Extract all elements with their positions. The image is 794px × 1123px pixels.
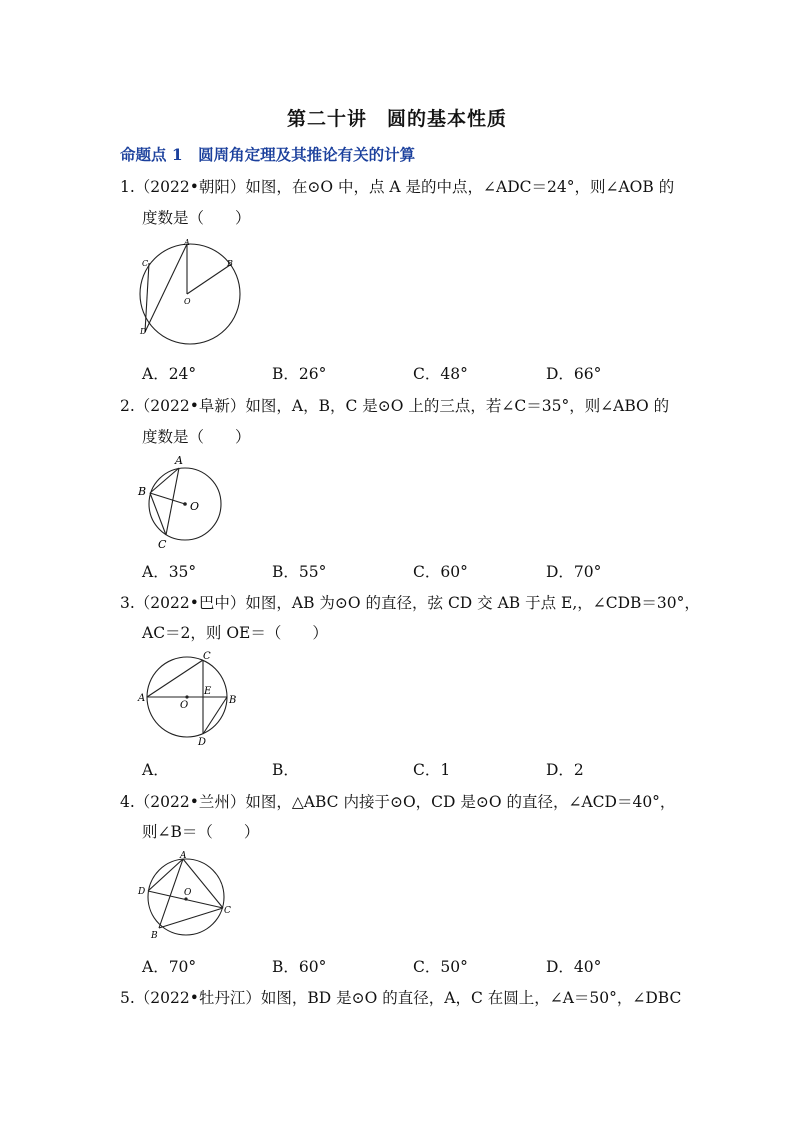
q1-circle-figure [132, 236, 248, 352]
q4-option-c: C．50° [413, 958, 468, 976]
q3-label-a: A [138, 693, 146, 704]
q3-option-d: D．2 [546, 761, 584, 779]
q2-label-o: O [190, 500, 200, 513]
q1-option-c: C．48° [413, 365, 468, 383]
q4-option-d: D．40° [546, 958, 602, 976]
q3-circle-figure [134, 649, 242, 749]
q3-label-c: C [203, 651, 211, 662]
topic-heading: 命题点 1 圆周角定理及其推论有关的计算 [120, 145, 416, 164]
q1-option-a: A．24° [142, 365, 197, 383]
q1-label-b: B [227, 259, 233, 268]
q1-option-d: D．66° [546, 365, 602, 383]
q4-label-c: C [224, 906, 231, 916]
q4-option-a: A．70° [142, 958, 197, 976]
q2-label-a: A [175, 454, 183, 467]
q3-label-o: O [180, 700, 189, 711]
q4-stem: 4.（2022•兰州）如图，△ABC 内接于⊙O，CD 是⊙O 的直径，∠ACD＝40°， [120, 793, 676, 811]
q1-stem-cont: 度数是（ ） [142, 209, 251, 227]
q1-option-b: B．26° [272, 365, 327, 383]
q3-option-c: C．1 [413, 761, 451, 779]
page-title: 第二十讲 圆的基本性质 [286, 108, 507, 130]
q4-label-b: B [151, 931, 158, 941]
q3-stem-cont: AC＝2，则 OE＝（ ） [142, 624, 328, 642]
q2-stem-cont: 度数是（ ） [142, 428, 251, 446]
q2-circle-figure [134, 452, 226, 552]
q4-label-o: O [184, 888, 192, 898]
q1-label-o: O [184, 297, 191, 306]
q2-label-c: C [158, 538, 167, 551]
q3-label-e: E [204, 686, 212, 697]
q4-label-d: D [138, 887, 146, 897]
q2-label-b: B [138, 485, 147, 498]
q4-option-b: B．60° [272, 958, 327, 976]
q2-stem: 2.（2022•阜新）如图，A，B，C 是⊙O 上的三点，若∠C＝35°，则∠ABO 的 [120, 397, 670, 415]
q2-option-b: B．55° [272, 563, 327, 581]
q4-circle-figure [134, 850, 238, 944]
q2-option-d: D．70° [546, 563, 602, 581]
q1-label-a: A [184, 238, 190, 247]
q3-option-a: A． [142, 761, 169, 779]
q1-label-d: D [140, 327, 147, 336]
q2-option-a: A．35° [142, 563, 197, 581]
q2-option-c: C．60° [413, 563, 468, 581]
q3-label-d: D [198, 737, 207, 748]
q4-label-a: A [180, 851, 187, 861]
q4-stem-cont: 则∠B＝（ ） [142, 823, 260, 841]
q1-stem: 1.（2022•朝阳）如图，在⊙O 中，点 A 是的中点，∠ADC＝24°，则∠AOB 的 [120, 178, 675, 196]
q3-label-b: B [229, 695, 237, 706]
q3-stem: 3.（2022•巴中）如图，AB 为⊙O 的直径，弦 CD 交 AB 于点 E,，∠CDB＝30°， [120, 594, 700, 612]
q1-label-c: C [142, 259, 149, 268]
q5-stem: 5.（2022•牡丹江）如图，BD 是⊙O 的直径，A，C 在圆上，∠A＝50°，∠DBC [120, 989, 682, 1007]
q3-option-b: B． [272, 761, 299, 779]
